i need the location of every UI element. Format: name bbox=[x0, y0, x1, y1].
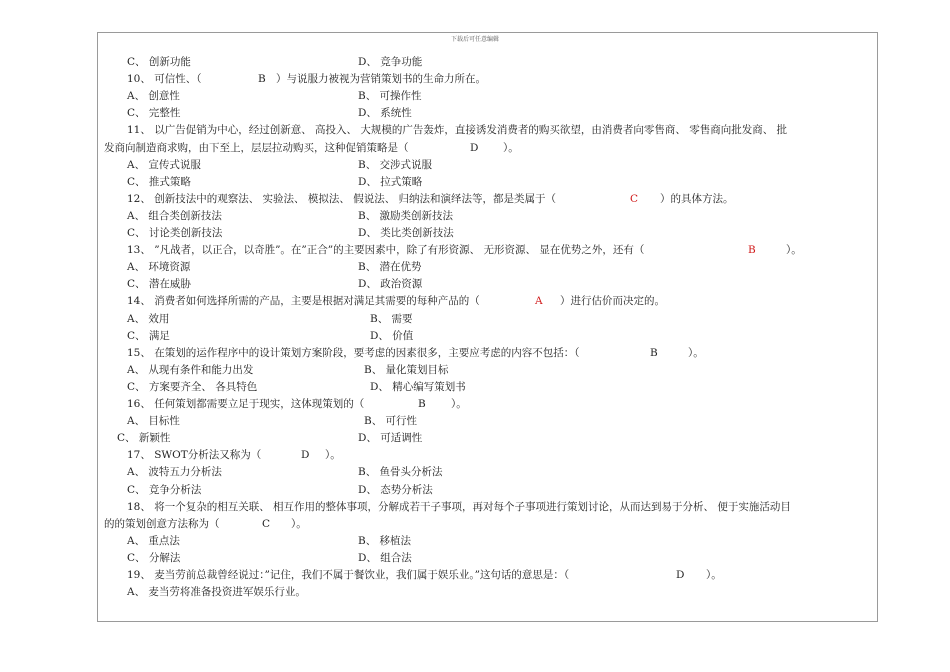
question-text-end: ）。 bbox=[706, 569, 722, 581]
option-right: B、 可操作性 bbox=[358, 90, 422, 102]
option-right: D、 政治资源 bbox=[358, 278, 423, 290]
option-right: B、 量化策划目标 bbox=[364, 364, 449, 376]
question-text: 18、 将一个复杂的相互关联、 相互作用的整体事项，分解成若干子事项，再对每个子事项进行策划讨论，从而达到易于分析、 便于实施活动目 bbox=[127, 501, 791, 513]
option-left: C、 潜在威胁 bbox=[127, 278, 191, 290]
option-right: D、 组合法 bbox=[358, 552, 412, 564]
answer-letter: C bbox=[630, 193, 639, 205]
answer-letter: D bbox=[676, 569, 685, 581]
option-left: A、 组合类创新技法 bbox=[127, 210, 222, 222]
question-text-end: ）。 bbox=[786, 244, 802, 256]
question-text-end: ）。 bbox=[451, 398, 467, 410]
question-text: 14、 消费者如何选择所需的产品，主要是根据对满足其需要的每种产品的（ bbox=[127, 295, 480, 307]
option-left: A、 重点法 bbox=[127, 535, 180, 547]
question-text-end: ）。 bbox=[291, 518, 307, 530]
question-text: 16、 任何策划都需要立足于现实，这体现策划的（ bbox=[127, 398, 365, 410]
option-right: D、 态势分析法 bbox=[358, 484, 433, 496]
option-left: A、 麦当劳将准备投资进军娱乐行业。 bbox=[127, 586, 306, 598]
option-left: A、 环境资源 bbox=[127, 261, 191, 273]
header-note: 下载后可任意编辑 bbox=[450, 36, 499, 43]
option-left: A、 宣传式说服 bbox=[127, 159, 201, 171]
option-left: C、 创新功能 bbox=[127, 56, 191, 68]
option-right: B、 激励类创新技法 bbox=[358, 210, 454, 222]
option-right: B、 潜在优势 bbox=[358, 261, 422, 273]
option-left: A、 从现有条件和能力出发 bbox=[127, 364, 254, 376]
option-right: B、 移植法 bbox=[358, 535, 412, 547]
answer-letter: D bbox=[301, 449, 310, 461]
option-right: D、 精心编写策划书 bbox=[370, 381, 466, 393]
answer-letter: B bbox=[258, 73, 266, 85]
question-continuation: 发商向制造商求购，由下至上，层层拉动购买，这种促销策略是（ bbox=[104, 142, 409, 154]
question-text: 11、 以广告促销为中心，经过创新意、 高投入、 大规模的广告轰炸，直接诱发消费者的购买欲望，由消费者向零售商、 零售商向批发商、 批 bbox=[127, 124, 788, 136]
answer-letter: A bbox=[535, 295, 543, 307]
option-left: C、 分解法 bbox=[127, 552, 181, 564]
answer-letter: B bbox=[650, 347, 658, 359]
option-right: B、 可行性 bbox=[364, 415, 418, 427]
option-left: A、 目标性 bbox=[127, 415, 180, 427]
answer-letter: B bbox=[748, 244, 756, 256]
option-right: D、 系统性 bbox=[358, 107, 412, 119]
option-left: C、 推式策略 bbox=[127, 176, 191, 188]
question-text: 10、 可信性、（ bbox=[127, 73, 202, 85]
question-text: 12、 创新技法中的观察法、 实验法、 模拟法、 假说法、 归纳法和演绎法等，都是类属于（ bbox=[127, 193, 557, 205]
answer-letter: B bbox=[418, 398, 426, 410]
question-text-end: ）。 bbox=[688, 347, 704, 359]
option-right: B、 鱼骨头分析法 bbox=[358, 466, 443, 478]
question-continuation: 的的策划创意方法称为（ bbox=[104, 518, 220, 530]
question-text: 17、 SWOT分析法又称为（ bbox=[127, 449, 262, 461]
option-left: C、 讨论类创新技法 bbox=[127, 227, 223, 239]
answer-letter: C bbox=[262, 518, 271, 530]
question-text: 13、 ”凡战者，以正合，以奇胜”。在”正合”的主要因素中，除了有形资源、 无形资源、 显在优势之外，还有（ bbox=[127, 244, 645, 256]
question-text-end: ）的具体方法。 bbox=[660, 193, 734, 205]
option-right: D、 类比类创新技法 bbox=[358, 227, 454, 239]
option-left: A、 创意性 bbox=[127, 90, 180, 102]
option-right: B、 需要 bbox=[370, 313, 413, 325]
page-frame bbox=[97, 32, 878, 622]
option-right: D、 竞争功能 bbox=[358, 56, 423, 68]
option-left: C、 满足 bbox=[127, 330, 170, 342]
option-right: D、 可适调性 bbox=[358, 432, 423, 444]
question-text-end: ）与说服力被视为营销策划书的生命力所在。 bbox=[276, 73, 486, 85]
option-left: A、 效用 bbox=[127, 313, 170, 325]
question-text: 15、 在策划的运作程序中的设计策划方案阶段，要考虑的因素很多，主要应考虑的内容不包括：（ bbox=[127, 347, 580, 359]
option-right: D、 价值 bbox=[370, 330, 414, 342]
question-text-end: ）。 bbox=[503, 142, 519, 154]
answer-letter: D bbox=[470, 142, 479, 154]
option-left: C、 方案要齐全、 各具特色 bbox=[127, 381, 258, 393]
question-text-end: ）进行估价而决定的。 bbox=[560, 295, 665, 307]
option-left: C、 竞争分析法 bbox=[127, 484, 202, 496]
option-right: D、 拉式策略 bbox=[358, 176, 423, 188]
question-text-end: ）。 bbox=[325, 449, 341, 461]
question-text: 19、 麦当劳前总裁曾经说过：”记住，我们不属于餐饮业，我们属于娱乐业。”这句话的意思是：（ bbox=[127, 569, 570, 581]
option-left: C、 完整性 bbox=[127, 107, 181, 119]
option-right: B、 交涉式说服 bbox=[358, 159, 433, 171]
option-left: A、 波特五力分析法 bbox=[127, 466, 222, 478]
option-left: C、 新颖性 bbox=[117, 432, 171, 444]
